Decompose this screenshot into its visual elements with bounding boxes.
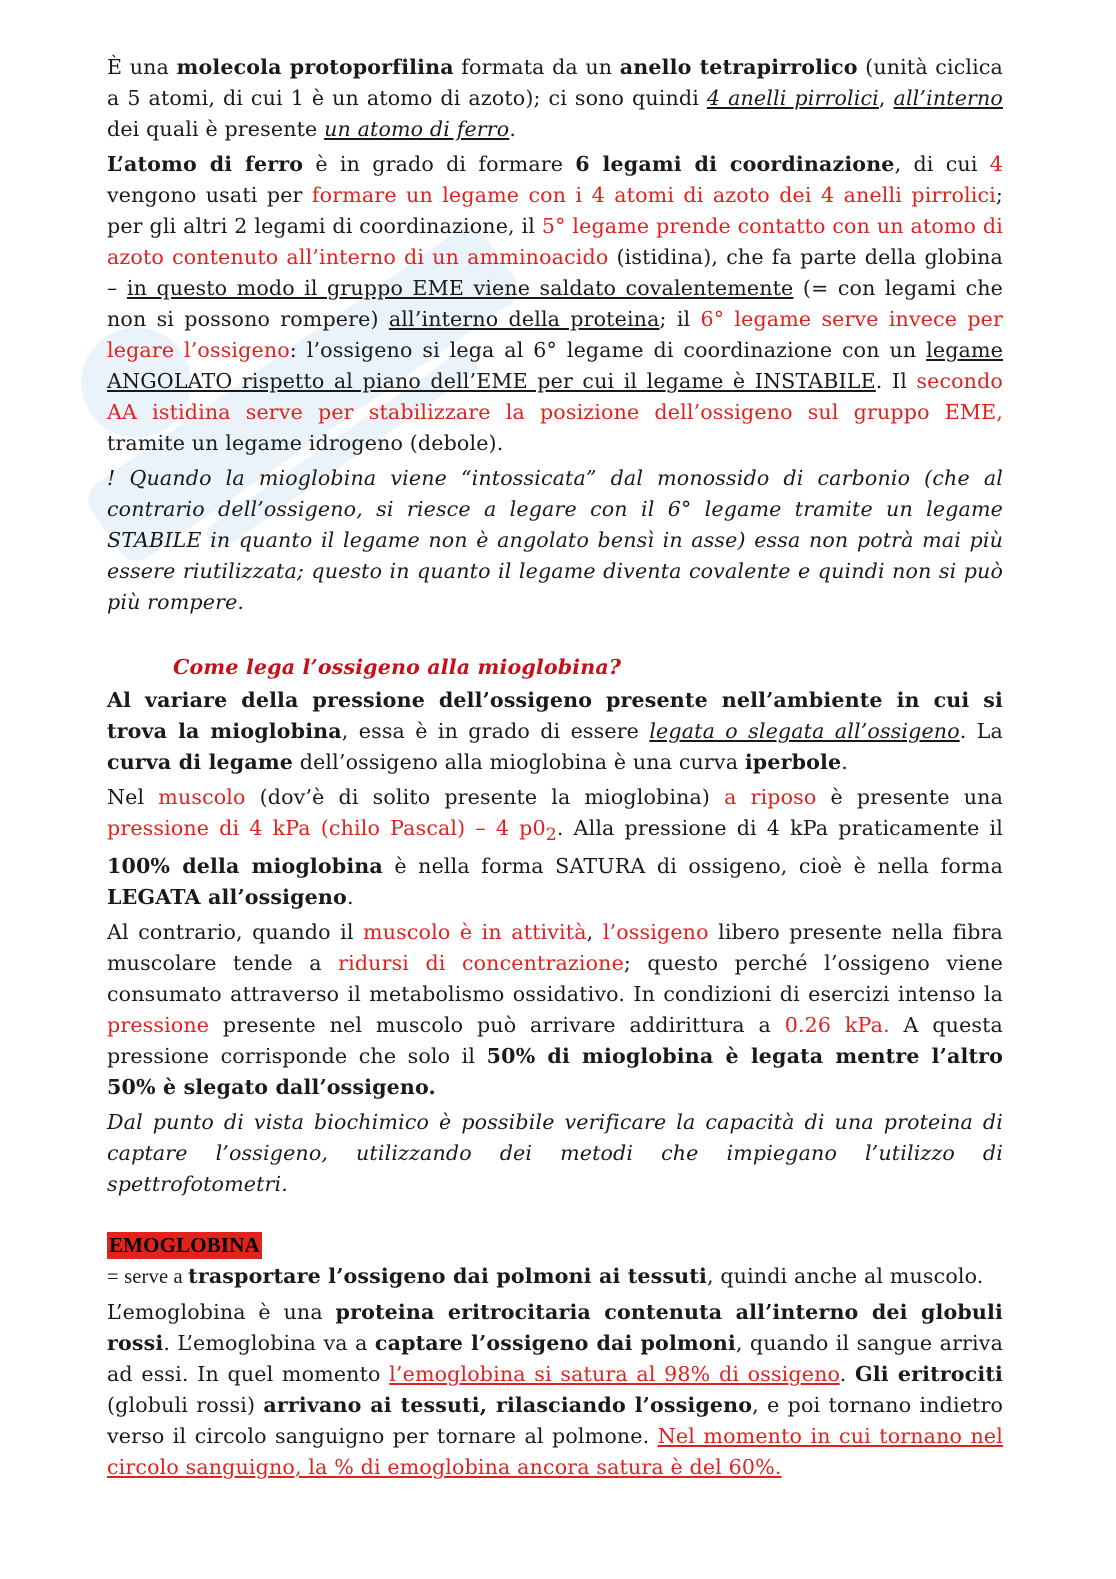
document-page xyxy=(107,52,1003,1487)
paragraph-muscolo-attivita: Al contrario, quando il muscolo è in attività, l’ossigeno libero presente nella fibra muscolare tende a ridursi di concentrazione; questo perché l’ossigeno viene consumato attraverso il metabolismo ossidativo. In condizioni di esercizi intenso la pressione presente nel muscolo può arrivare addirittura a 0.26 kPa. A questa pressione corrisponde che solo il 50% di mioglobina è legata mentre l’altro 50% è slegato dall’ossigeno. xyxy=(107,920,1003,1100)
paragraph-protoporfilina: È una molecola protoporfilina formata da un anello tetrapirrolico (unità ciclica a 5 atomi, di cui 1 è un atomo di azoto); ci sono quindi 4 anelli pirrolici, all’interno dei quali è presente un atomo di ferro. xyxy=(107,55,1003,141)
paragraph-muscolo-riposo: Nel muscolo (dov’è di solito presente la mioglobina) a riposo è presente una pressione di 4 kPa (chilo Pascal) – 4 $p0_2$. Alla pressione di 4 kPa praticamente il 100% della mioglobina è nella forma SATURA di ossigeno, cioè è nella forma LEGATA all’ossigeno. xyxy=(107,785,1004,910)
section-heading-emoglobina-row xyxy=(107,1230,1003,1261)
paragraph-curva-legame: Al variare della pressione dell’ossigeno presente nell’ambiente in cui si trova la mioglobina, essa è in grado di essere legata o slegata all’ossigeno. La curva di legame dell’ossigeno alla mioglobina è una curva iperbole. xyxy=(107,688,1003,774)
section-heading-mioglobina: Come lega l’ossigeno alla mioglobina? xyxy=(173,655,622,679)
paragraph-monossido-note: ! Quando la mioglobina viene “intossicata” dal monossido di carbonio (che al contrario dell’ossigeno, si riesce a legare con il 6° legame tramite un legame STABILE in quanto il legame non è angolato bensì in asse) essa non potrà mai più essere riutilizzata; questo in quanto il legame diventa covalente e quindi non si può più rompere. xyxy=(107,466,1003,614)
paragraph-emoglobina-body: L’emoglobina è una proteina eritrocitaria contenuta all’interno dei globuli rossi. L’emoglobina va a captare l’ossigeno dai polmoni, quando il sangue arriva ad essi. In quel momento l’emoglobina si satura al 98% di ossigeno. Gli eritrociti (globuli rossi) arrivano ai tessuti, rilasciando l’ossigeno, e poi tornano indietro verso il circolo sanguigno per tornare al polmone. Nel momento in cui tornano nel circolo sanguigno, la % di emoglobina ancora satura è del 60%. xyxy=(107,1300,1004,1480)
paragraph-spettrofotometri: Dal punto di vista biochimico è possibile verificare la capacità di una proteina di captare l’ossigeno, utilizzando dei metodi che impiegano l’utilizzo di spettrofotometri. xyxy=(107,1110,1003,1197)
paragraph-emoglobina-def: = serve a trasportare l’ossigeno dai polmoni ai tessuti, quindi anche al muscolo. xyxy=(107,1264,984,1289)
paragraph-atomo-ferro: L’atomo di ferro è in grado di formare 6 legami di coordinazione, di cui 4 vengono usati per formare un legame con i 4 atomi di azoto dei 4 anelli pirrolici; per gli altri 2 legami di coordinazione, il 5° legame prende contatto con un atomo di azoto contenuto all’interno di un amminoacido (istidina), che fa parte della globina – in questo modo il gruppo EME viene saldato covalentemente (= con legami che non si possono rompere) all’interno della proteina; il 6° legame serve invece per legare l’ossigeno: l’ossigeno si lega al 6° legame di coordinazione con un legame ANGOLATO rispetto al piano dell’EME per cui il legame è INSTABILE. Il secondo AA istidina serve per stabilizzare la posizione dell’ossigeno sul gruppo EME, tramite un legame idrogeno (debole). xyxy=(107,152,1004,455)
section-heading-emoglobina: EMOGLOBINA xyxy=(109,1233,260,1258)
